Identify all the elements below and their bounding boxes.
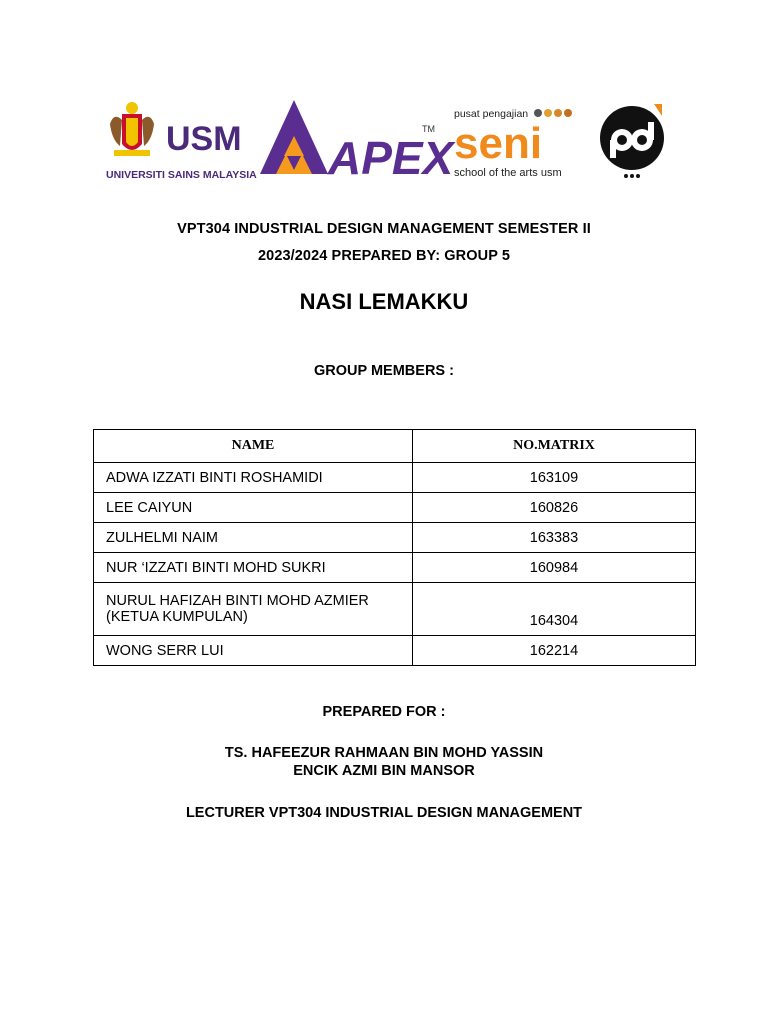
member-name: NUR ‘IZZATI BINTI MOHD SUKRI <box>94 553 413 583</box>
member-matrix: 164304 <box>413 583 696 636</box>
member-matrix: 162214 <box>413 636 696 666</box>
lecturer-name-1: TS. HAFEEZUR RAHMAAN BIN MOHD YASSIN <box>224 745 544 761</box>
member-name: LEE CAIYUN <box>94 493 413 523</box>
member-name: ZULHELMI NAIM <box>94 523 413 553</box>
usm-caption: UNIVERSITI SAINS MALAYSIA <box>106 169 257 181</box>
group-members-table <box>93 429 696 666</box>
member-name: WONG SERR LUI <box>94 636 413 666</box>
usm-logo <box>104 96 257 186</box>
seni-caption: school of the arts usm <box>454 167 562 179</box>
table-header-row <box>94 430 696 463</box>
seni-logo <box>454 106 580 180</box>
apex-logo-text: APEX <box>328 132 454 184</box>
header-prepared-by-line: 2023/2024 PREPARED BY: GROUP 5 <box>257 248 511 264</box>
usm-logo-text: USM <box>166 120 242 158</box>
lecturer-name-2: ENCIK AZMI BIN MANSOR <box>293 763 475 779</box>
seni-main-text: seni <box>454 119 543 168</box>
member-matrix: 160984 <box>413 553 696 583</box>
usm-crest-icon <box>110 102 154 156</box>
table-row <box>94 463 696 493</box>
prepared-for-label: PREPARED FOR : <box>322 704 446 720</box>
table-row <box>94 493 696 523</box>
member-matrix: 163109 <box>413 463 696 493</box>
apex-logo <box>256 98 454 184</box>
member-role: (KETUA KUMPULAN) <box>106 609 248 625</box>
table-row <box>94 583 696 636</box>
member-name: ADWA IZZATI BINTI ROSHAMIDI <box>94 463 413 493</box>
logo-bar <box>0 90 768 190</box>
group-members-label: GROUP MEMBERS : <box>314 363 454 379</box>
member-name: NURUL HAFIZAH BINTI MOHD AZMIER <box>106 593 369 609</box>
member-name-cell <box>94 583 413 636</box>
header-course-line: VPT304 INDUSTRIAL DESIGN MANAGEMENT SEMESTER II <box>177 221 591 237</box>
document-title: NASI LEMAKKU <box>299 289 469 314</box>
name-column-header: NAME <box>94 430 413 463</box>
seni-top-text: pusat pengajian <box>454 108 529 120</box>
table-row <box>94 523 696 553</box>
member-matrix: 160826 <box>413 493 696 523</box>
matrix-column-header: NO.MATRIX <box>413 430 696 463</box>
pd-logo <box>598 102 670 182</box>
lecturer-role: LECTURER VPT304 INDUSTRIAL DESIGN MANAGEMENT <box>185 805 583 821</box>
table-row <box>94 636 696 666</box>
apex-tm: TM <box>422 124 435 134</box>
member-matrix: 163383 <box>413 523 696 553</box>
table-row <box>94 553 696 583</box>
